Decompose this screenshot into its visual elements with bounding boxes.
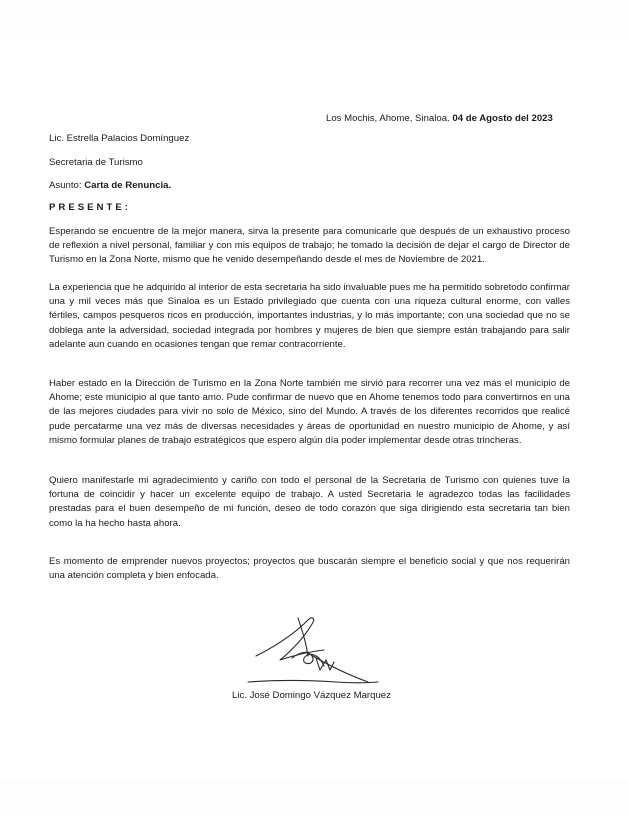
paragraph-3: Haber estado en la Dirección de Turismo en la Zona Norte también me sirvió para recorrer una vez más el municipio de Ahome; este municipio al que tanto amo. Pude confirmar de nuevo que en Ahome tenemos todo para convertirnos en una de las mejores ciudades para vivir no solo de México, sino del Mundo. A través de los diferentes recorridos que realicé pude percatarme una vez más de diversas necesidades y áreas de oportunidad en nuestro municipio de Ahome, y así mismo formular planes de trabajo estratégicos que espero algún día poder implementar desde otras trincheras.: [49, 378, 570, 446]
paragraph-1: Esperando se encuentre de la mejor manera, sirva la presente para comunicarle que después de un exhaustivo proceso de reflexión a nivel personal, familiar y con mis equipos de trabajo; he tomado la decisión de dejar el cargo de Director de Turismo en la Zona Norte, mismo que he venido desempeñando desde el mes de Noviembre de 2021.: [49, 226, 570, 266]
place-date-line: [326, 112, 553, 126]
paragraph-2: La experiencia que he adquirido al interior de esta secretaria ha sido invaluable pues me ha permitido sobretodo confirmar una y mil veces más que Sinaloa es un Estado privilegiado que cuenta con una riqueza cultural enorme, con valles fértiles, campos pesqueros ricos en producción, importantes industrias, y lo más importante; con una sociedad que no se doblega ante la adversidad, sociedad integrada por hombres y mujeres de bien que siempre están trabajando para salir adelante aun cuando en ocasiones tengan que remar contracorriente.: [49, 282, 570, 350]
recipient-name: Lic. Estrella Palacios Domínguez: [49, 133, 190, 144]
subject-label: Asunto:: [49, 180, 82, 191]
handwritten-signature: [246, 612, 386, 684]
paragraph-4: Quiero manifestarle mi agradecimiento y cariño con todo el personal de la Secretaria de Turismo con quienes tuve la fortuna de coincidir y hacer un excelente equipo de trabajo. A usted Secretaria le agradezco todas las facilidades prestadas para el buen desempeño de mi función, deseo de todo corazón que siga dirigiendo esta secretaria tan bien como la ha hecho hasta ahora.: [49, 475, 570, 529]
subject-value: Carta de Renuncia.: [84, 180, 172, 191]
place-date-prefix: Los Mochis, Ahome, Sinaloa.: [326, 113, 450, 124]
subject-line: [49, 179, 171, 193]
salutation: PRESENTE:: [49, 202, 131, 213]
signer-name: Lic. José Domingo Vázquez Marquez: [232, 690, 391, 701]
recipient-office: Secretaria de Turismo: [49, 157, 143, 168]
signature-icon: [246, 612, 386, 684]
paragraph-5: Es momento de emprender nuevos proyectos; proyectos que buscarán siempre el beneficio social y que nos requerirán una atención completa y bien enfocada.: [49, 556, 570, 582]
letter-date: 04 de Agosto del 2023: [452, 113, 553, 124]
